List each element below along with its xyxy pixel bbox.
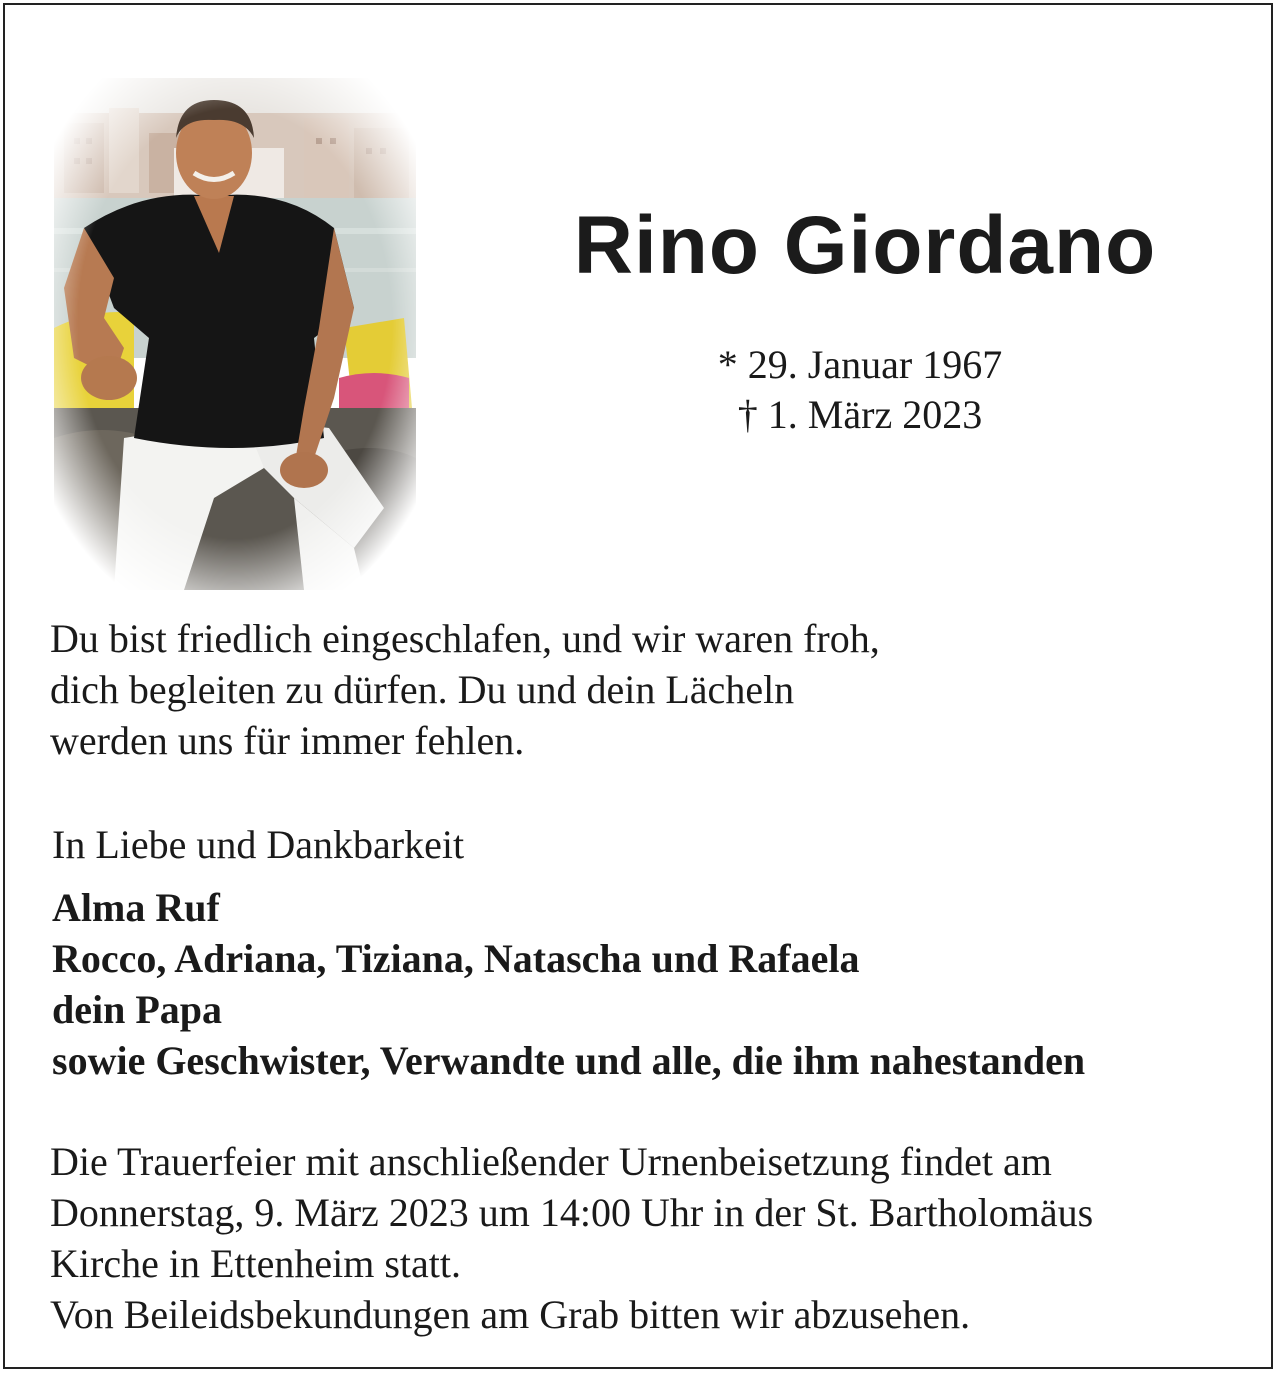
closing-phrase: In Liebe und Dankbarkeit bbox=[52, 822, 465, 867]
memorial-text-line: dich begleiten zu dürfen. Du und dein Lächeln bbox=[50, 667, 795, 712]
mourners-list bbox=[52, 882, 1242, 1086]
deceased-name: Rino Giordano bbox=[573, 200, 1157, 291]
birth-date: * 29. Januar 1967 bbox=[717, 342, 1003, 387]
service-line: Donnerstag, 9. März 2023 um 14:00 Uhr in der St. Bartholomäus bbox=[50, 1190, 1094, 1235]
service-line: Kirche in Ettenheim statt. bbox=[50, 1241, 461, 1286]
death-date: † 1. März 2023 bbox=[737, 392, 983, 437]
service-line: Von Beileidsbekundungen am Grab bitten wir abzusehen. bbox=[50, 1292, 971, 1337]
service-line: Die Trauerfeier mit anschließender Urnenbeisetzung findet am bbox=[50, 1139, 1052, 1184]
mourner-line: sowie Geschwister, Verwandte und alle, die ihm nahestanden bbox=[52, 1038, 1086, 1083]
service-information bbox=[50, 1136, 1250, 1340]
portrait-photo bbox=[54, 78, 416, 590]
mourner-line: dein Papa bbox=[52, 987, 223, 1032]
memorial-text bbox=[50, 613, 1230, 766]
life-dates bbox=[560, 340, 1160, 440]
memorial-text-line: Du bist friedlich eingeschlafen, und wir waren froh, bbox=[50, 616, 880, 661]
mourner-line: Alma Ruf bbox=[52, 885, 220, 930]
memorial-text-line: werden uns für immer fehlen. bbox=[50, 718, 525, 763]
mourner-line: Rocco, Adriana, Tiziana, Natascha und Rafaela bbox=[52, 936, 860, 981]
